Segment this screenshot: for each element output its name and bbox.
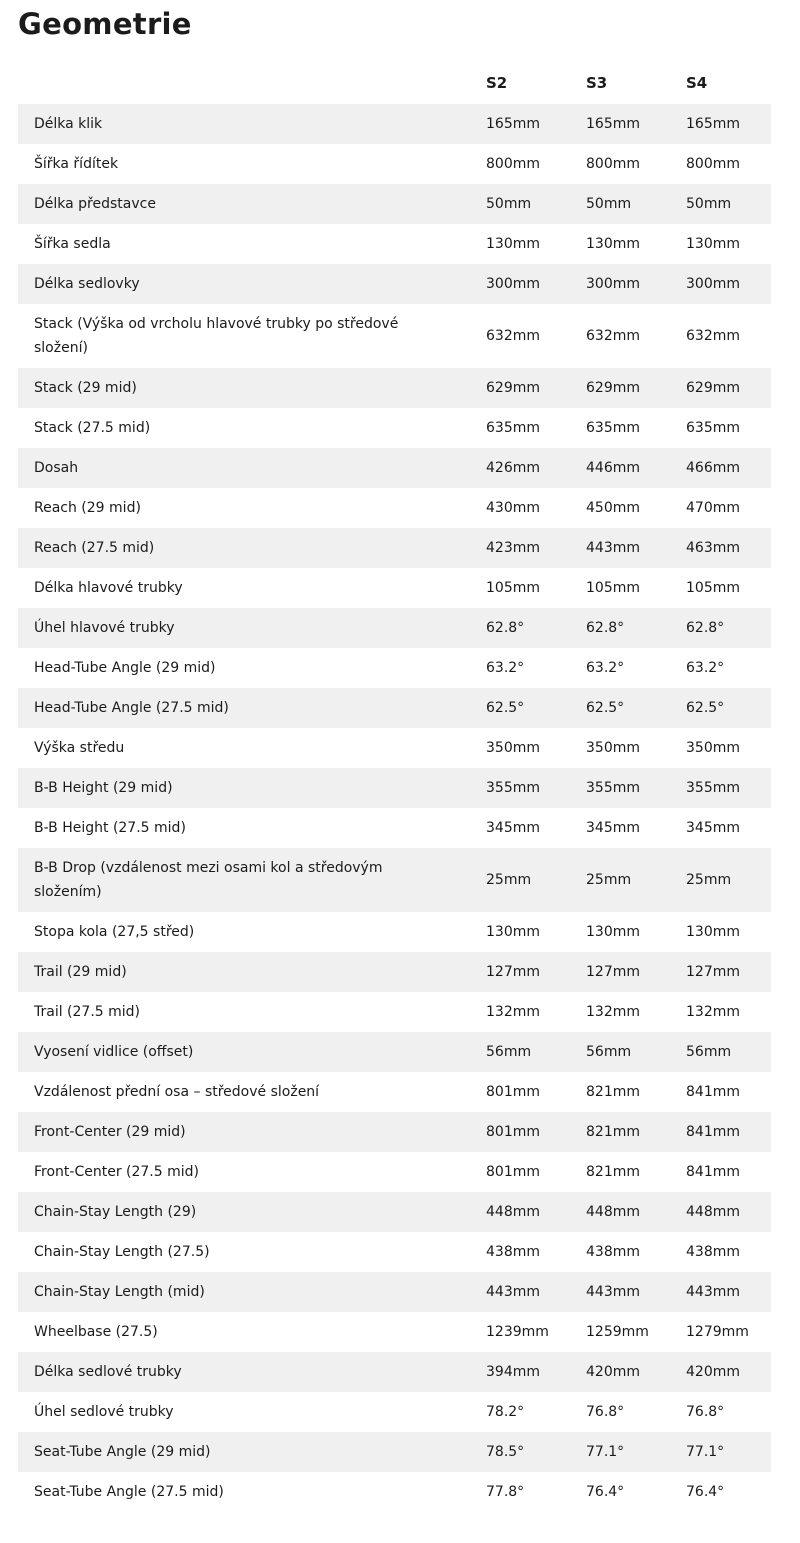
table-header-row bbox=[18, 62, 771, 104]
value-cell-s4: 62.8° bbox=[686, 620, 725, 636]
value-cell-s3: 127mm bbox=[586, 964, 640, 980]
table-row bbox=[18, 184, 771, 224]
row-label: Stack (27.5 mid) bbox=[34, 420, 151, 436]
value-cell-s3: 1259mm bbox=[586, 1324, 649, 1340]
table-row bbox=[18, 912, 771, 952]
value-cell-s3: 76.8° bbox=[586, 1404, 625, 1420]
value-cell-s4: 56mm bbox=[686, 1044, 732, 1060]
row-label: Úhel hlavové trubky bbox=[34, 620, 175, 636]
row-label: Front-Center (29 mid) bbox=[34, 1124, 186, 1140]
value-cell-s2: 300mm bbox=[486, 276, 540, 292]
row-label: Šířka sedla bbox=[34, 236, 111, 252]
value-cell-s3: 821mm bbox=[586, 1164, 640, 1180]
table-row bbox=[18, 1472, 771, 1512]
value-cell-s2: 355mm bbox=[486, 780, 540, 796]
table-row bbox=[18, 528, 771, 568]
value-cell-s3: 800mm bbox=[586, 156, 640, 172]
row-label: Head-Tube Angle (27.5 mid) bbox=[34, 700, 229, 716]
value-cell-s4: 350mm bbox=[686, 740, 740, 756]
value-cell-s2: 430mm bbox=[486, 500, 540, 516]
value-cell-s3: 448mm bbox=[586, 1204, 640, 1220]
value-cell-s2: 629mm bbox=[486, 380, 540, 396]
value-cell-s3: 50mm bbox=[586, 196, 632, 212]
row-label: Seat-Tube Angle (29 mid) bbox=[34, 1444, 211, 1460]
value-cell-s3: 56mm bbox=[586, 1044, 632, 1060]
table-row bbox=[18, 1112, 771, 1152]
value-cell-s4: 438mm bbox=[686, 1244, 740, 1260]
value-cell-s2: 635mm bbox=[486, 420, 540, 436]
value-cell-s2: 78.5° bbox=[486, 1444, 525, 1460]
value-cell-s4: 63.2° bbox=[686, 660, 725, 676]
value-cell-s3: 350mm bbox=[586, 740, 640, 756]
row-label: B-B Height (27.5 mid) bbox=[34, 820, 186, 836]
page-title: Geometrie bbox=[18, 7, 192, 41]
value-cell-s2: 438mm bbox=[486, 1244, 540, 1260]
row-label: Wheelbase (27.5) bbox=[34, 1324, 158, 1340]
value-cell-s4: 466mm bbox=[686, 460, 740, 476]
value-cell-s3: 629mm bbox=[586, 380, 640, 396]
table-row bbox=[18, 448, 771, 488]
value-cell-s4: 632mm bbox=[686, 328, 740, 344]
table-row bbox=[18, 488, 771, 528]
row-label: Head-Tube Angle (29 mid) bbox=[34, 660, 216, 676]
table-row bbox=[18, 1312, 771, 1352]
value-cell-s4: 1279mm bbox=[686, 1324, 749, 1340]
value-cell-s2: 50mm bbox=[486, 196, 532, 212]
table-row bbox=[18, 768, 771, 808]
row-label: Délka hlavové trubky bbox=[34, 580, 183, 596]
table-row bbox=[18, 408, 771, 448]
value-cell-s3: 420mm bbox=[586, 1364, 640, 1380]
value-cell-s3: 821mm bbox=[586, 1124, 640, 1140]
row-label: Délka klik bbox=[34, 116, 103, 132]
value-cell-s2: 165mm bbox=[486, 116, 540, 132]
row-label: Reach (29 mid) bbox=[34, 500, 141, 516]
table-row bbox=[18, 144, 771, 184]
row-label: Front-Center (27.5 mid) bbox=[34, 1164, 199, 1180]
row-label: Seat-Tube Angle (27.5 mid) bbox=[34, 1484, 224, 1500]
value-cell-s4: 127mm bbox=[686, 964, 740, 980]
value-cell-s3: 62.5° bbox=[586, 700, 625, 716]
value-cell-s3: 63.2° bbox=[586, 660, 625, 676]
value-cell-s3: 130mm bbox=[586, 924, 640, 940]
table-row bbox=[18, 1232, 771, 1272]
table-row bbox=[18, 688, 771, 728]
table-row bbox=[18, 224, 771, 264]
geometry-table bbox=[18, 62, 771, 1512]
value-cell-s4: 635mm bbox=[686, 420, 740, 436]
row-label: B-B Height (29 mid) bbox=[34, 780, 173, 796]
value-cell-s4: 470mm bbox=[686, 500, 740, 516]
row-label: Délka sedlovky bbox=[34, 276, 140, 292]
row-label: Chain-Stay Length (27.5) bbox=[34, 1244, 210, 1260]
table-row bbox=[18, 648, 771, 688]
value-cell-s2: 448mm bbox=[486, 1204, 540, 1220]
row-label: Trail (29 mid) bbox=[34, 964, 127, 980]
value-cell-s4: 463mm bbox=[686, 540, 740, 556]
value-cell-s4: 345mm bbox=[686, 820, 740, 836]
table-row bbox=[18, 368, 771, 408]
table-row bbox=[18, 1032, 771, 1072]
table-row bbox=[18, 304, 771, 368]
value-cell-s2: 63.2° bbox=[486, 660, 525, 676]
table-row bbox=[18, 1272, 771, 1312]
row-label: B-B Drop (vzdálenost mezi osami kol a středovým složením) bbox=[34, 860, 383, 900]
value-cell-s2: 127mm bbox=[486, 964, 540, 980]
value-cell-s4: 841mm bbox=[686, 1164, 740, 1180]
value-cell-s4: 50mm bbox=[686, 196, 732, 212]
value-cell-s3: 345mm bbox=[586, 820, 640, 836]
value-cell-s4: 443mm bbox=[686, 1284, 740, 1300]
row-label: Reach (27.5 mid) bbox=[34, 540, 155, 556]
table-row bbox=[18, 1072, 771, 1112]
value-cell-s4: 629mm bbox=[686, 380, 740, 396]
value-cell-s3: 105mm bbox=[586, 580, 640, 596]
table-row bbox=[18, 1392, 771, 1432]
value-cell-s4: 130mm bbox=[686, 236, 740, 252]
table-row bbox=[18, 728, 771, 768]
value-cell-s3: 438mm bbox=[586, 1244, 640, 1260]
table-row bbox=[18, 848, 771, 912]
value-cell-s3: 300mm bbox=[586, 276, 640, 292]
row-label: Šířka řídítek bbox=[34, 156, 119, 172]
value-cell-s3: 635mm bbox=[586, 420, 640, 436]
row-label: Úhel sedlové trubky bbox=[34, 1404, 174, 1420]
value-cell-s3: 443mm bbox=[586, 1284, 640, 1300]
value-cell-s3: 443mm bbox=[586, 540, 640, 556]
value-cell-s3: 355mm bbox=[586, 780, 640, 796]
value-cell-s2: 77.8° bbox=[486, 1484, 525, 1500]
table-row bbox=[18, 992, 771, 1032]
row-label: Vzdálenost přední osa – středové složení bbox=[34, 1084, 320, 1100]
value-cell-s3: 632mm bbox=[586, 328, 640, 344]
value-cell-s3: 130mm bbox=[586, 236, 640, 252]
value-cell-s3: 446mm bbox=[586, 460, 640, 476]
value-cell-s2: 426mm bbox=[486, 460, 540, 476]
row-label: Vyosení vidlice (offset) bbox=[34, 1044, 194, 1060]
value-cell-s2: 345mm bbox=[486, 820, 540, 836]
row-label: Stack (29 mid) bbox=[34, 380, 137, 396]
row-label: Chain-Stay Length (29) bbox=[34, 1204, 197, 1220]
value-cell-s4: 25mm bbox=[686, 872, 732, 888]
table-row bbox=[18, 608, 771, 648]
row-label: Délka představce bbox=[34, 196, 156, 212]
row-label: Výška středu bbox=[34, 740, 125, 756]
value-cell-s2: 105mm bbox=[486, 580, 540, 596]
value-cell-s2: 423mm bbox=[486, 540, 540, 556]
row-label: Dosah bbox=[34, 460, 79, 476]
value-cell-s3: 450mm bbox=[586, 500, 640, 516]
row-label: Stack (Výška od vrcholu hlavové trubky po středové složení) bbox=[34, 316, 399, 356]
value-cell-s4: 165mm bbox=[686, 116, 740, 132]
value-cell-s3: 76.4° bbox=[586, 1484, 625, 1500]
value-cell-s3: 62.8° bbox=[586, 620, 625, 636]
value-cell-s2: 130mm bbox=[486, 924, 540, 940]
value-cell-s2: 443mm bbox=[486, 1284, 540, 1300]
value-cell-s3: 25mm bbox=[586, 872, 632, 888]
table-row bbox=[18, 808, 771, 848]
value-cell-s4: 800mm bbox=[686, 156, 740, 172]
column-header-s3: S3 bbox=[586, 74, 608, 92]
value-cell-s2: 56mm bbox=[486, 1044, 532, 1060]
value-cell-s2: 800mm bbox=[486, 156, 540, 172]
value-cell-s3: 77.1° bbox=[586, 1444, 625, 1460]
value-cell-s4: 62.5° bbox=[686, 700, 725, 716]
row-label: Stopa kola (27,5 střed) bbox=[34, 924, 195, 940]
value-cell-s2: 394mm bbox=[486, 1364, 540, 1380]
table-row bbox=[18, 264, 771, 304]
value-cell-s4: 841mm bbox=[686, 1124, 740, 1140]
value-cell-s4: 77.1° bbox=[686, 1444, 725, 1460]
value-cell-s4: 130mm bbox=[686, 924, 740, 940]
value-cell-s4: 76.4° bbox=[686, 1484, 725, 1500]
table-row bbox=[18, 1352, 771, 1392]
table-row bbox=[18, 1152, 771, 1192]
value-cell-s2: 62.5° bbox=[486, 700, 525, 716]
value-cell-s4: 132mm bbox=[686, 1004, 740, 1020]
row-label: Délka sedlové trubky bbox=[34, 1364, 182, 1380]
value-cell-s2: 62.8° bbox=[486, 620, 525, 636]
value-cell-s3: 132mm bbox=[586, 1004, 640, 1020]
value-cell-s2: 25mm bbox=[486, 872, 532, 888]
value-cell-s4: 355mm bbox=[686, 780, 740, 796]
value-cell-s2: 1239mm bbox=[486, 1324, 549, 1340]
table-row bbox=[18, 1192, 771, 1232]
row-label: Trail (27.5 mid) bbox=[34, 1004, 141, 1020]
value-cell-s4: 448mm bbox=[686, 1204, 740, 1220]
table-row bbox=[18, 568, 771, 608]
table-row bbox=[18, 104, 771, 144]
value-cell-s2: 350mm bbox=[486, 740, 540, 756]
value-cell-s4: 76.8° bbox=[686, 1404, 725, 1420]
value-cell-s3: 821mm bbox=[586, 1084, 640, 1100]
value-cell-s2: 801mm bbox=[486, 1084, 540, 1100]
value-cell-s2: 78.2° bbox=[486, 1404, 525, 1420]
table-row bbox=[18, 1432, 771, 1472]
value-cell-s4: 420mm bbox=[686, 1364, 740, 1380]
value-cell-s3: 165mm bbox=[586, 116, 640, 132]
value-cell-s2: 130mm bbox=[486, 236, 540, 252]
value-cell-s2: 132mm bbox=[486, 1004, 540, 1020]
value-cell-s2: 801mm bbox=[486, 1164, 540, 1180]
value-cell-s4: 105mm bbox=[686, 580, 740, 596]
column-header-s4: S4 bbox=[686, 74, 708, 92]
value-cell-s2: 801mm bbox=[486, 1124, 540, 1140]
column-header-s2: S2 bbox=[486, 74, 508, 92]
value-cell-s2: 632mm bbox=[486, 328, 540, 344]
value-cell-s4: 841mm bbox=[686, 1084, 740, 1100]
row-label: Chain-Stay Length (mid) bbox=[34, 1284, 205, 1300]
table-row bbox=[18, 952, 771, 992]
value-cell-s4: 300mm bbox=[686, 276, 740, 292]
